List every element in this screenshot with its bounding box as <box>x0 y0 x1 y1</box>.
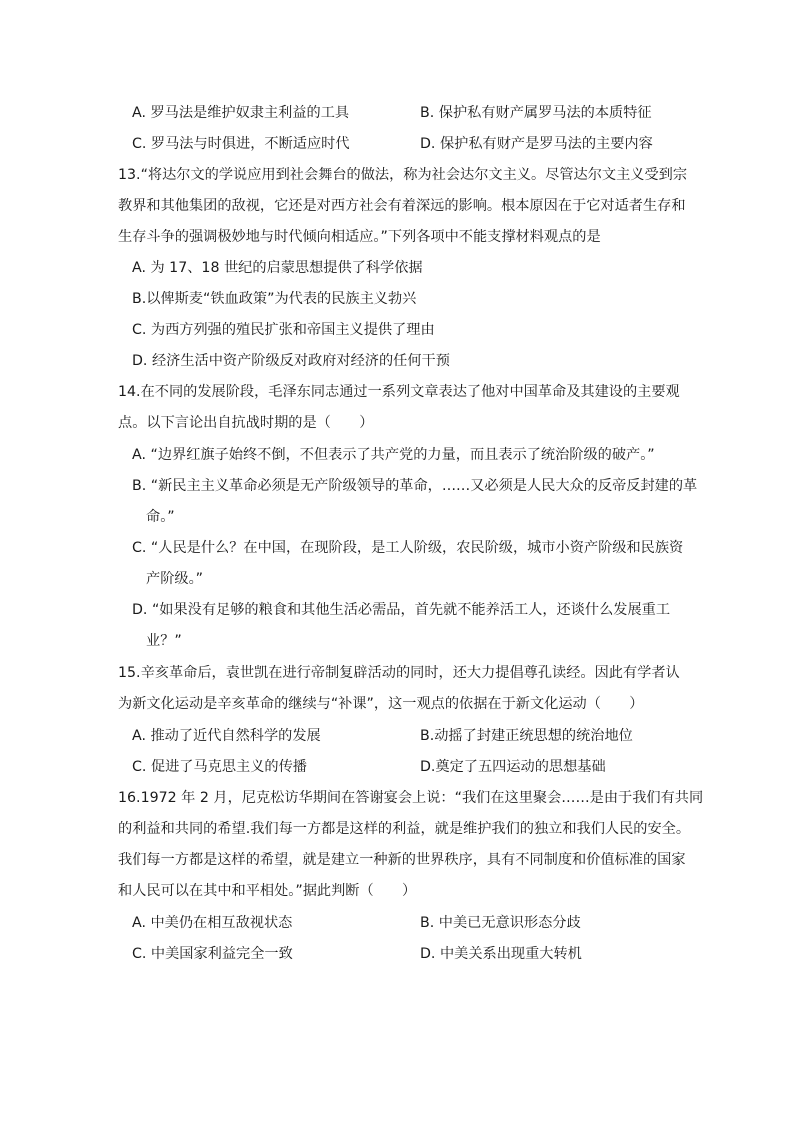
q16-stem-line-3: 我们每一方都是这样的希望，就是建立一种新的世界秩序，具有不同制度和价值标准的国家 <box>118 852 686 868</box>
q16-option-b: B. 中美已无意识形态分歧 <box>420 915 581 931</box>
q13-option-d: D. 经济生活中资产阶级反对政府对经济的任何干预 <box>132 353 450 369</box>
q16-option-c: C. 中美国家利益完全一致 <box>132 946 293 962</box>
q15-option-c: C. 促进了马克思主义的传播 <box>132 759 307 775</box>
q16-option-a: A. 中美仍在相互敌视状态 <box>132 915 293 931</box>
q14-option-b: B. “新民主主义革命必须是无产阶级领导的革命，……又必须是人民大众的反帝反封建的革 <box>132 478 698 494</box>
q13-stem-line-2: 教界和其他集团的敌视，它还是对西方社会有着深远的影响。根本原因在于它对适者生存和 <box>118 198 686 214</box>
q14-option-c: C. “人民是什么？在中国，在现阶段，是工人阶级，农民阶级，城市小资产阶级和民族资 <box>132 540 684 556</box>
q15-stem-line-1: 15.辛亥革命后，袁世凯在进行帝制复辟活动的同时，还大力提倡尊孔读经。因此有学者认 <box>118 665 680 681</box>
q16-stem-line-4: 和人民可以在其中和平相处。”据此判断（ ） <box>118 883 417 899</box>
q15-option-d: D.奠定了五四运动的思想基础 <box>420 759 606 775</box>
q14-option-d: D. “如果没有足够的粮食和其他生活必需品，首先就不能养活工人，还谈什么发展重工 <box>132 602 671 618</box>
q12-option-b: B. 保护私有财产属罗马法的本质特征 <box>420 105 652 121</box>
q14-option-d-cont: 业？” <box>146 633 182 649</box>
q14-stem-line-1: 14.在不同的发展阶段，毛泽东同志通过一系列文章表达了他对中国革命及其建设的主要观 <box>118 384 680 400</box>
q12-option-c: C. 罗马法与时俱进，不断适应时代 <box>132 136 350 152</box>
q14-option-a: A. “边界红旗子始终不倒，不但表示了共产党的力量，而且表示了统治阶级的破产。” <box>132 447 655 463</box>
q16-stem-line-1: 16.1972 年 2 月，尼克松访华期间在答谢宴会上说：“我们在这里聚会……是由于我们有共同 <box>118 790 704 806</box>
q13-option-a: A. 为 17、18 世纪的启蒙思想提供了科学依据 <box>132 260 423 276</box>
q15-stem-line-2: 为新文化运动是辛亥革命的继续与“补课”，这一观点的依据在于新文化运动（ ） <box>118 696 644 712</box>
q15-option-a: A. 推动了近代自然科学的发展 <box>132 728 321 744</box>
q16-option-d: D. 中美关系出现重大转机 <box>420 946 582 962</box>
q12-option-a: A. 罗马法是维护奴隶主利益的工具 <box>132 105 350 121</box>
q16-stem-line-2: 的利益和共同的希望.我们每一方都是这样的利益，就是维护我们的独立和我们人民的安全。 <box>118 821 691 837</box>
q13-option-c: C. 为西方列强的殖民扩张和帝国主义提供了理由 <box>132 322 435 338</box>
q13-stem-line-3: 生存斗争的强调极妙地与时代倾向相适应。”下列各项中不能支撑材料观点的是 <box>118 229 601 245</box>
q13-option-b: B.以俾斯麦“铁血政策”为代表的民族主义勃兴 <box>132 291 417 307</box>
q14-option-c-cont: 产阶级。” <box>146 571 204 587</box>
q14-option-b-cont: 命。” <box>146 509 175 525</box>
q13-stem-line-1: 13.“将达尔文的学说应用到社会舞台的做法，称为社会达尔文主义。尽管达尔文主义受到宗 <box>118 167 688 183</box>
q15-option-b: B.动摇了封建正统思想的统治地位 <box>420 728 633 744</box>
q14-stem-line-2: 点。以下言论出自抗战时期的是（ ） <box>118 415 374 431</box>
q12-option-d: D. 保护私有财产是罗马法的主要内容 <box>420 136 653 152</box>
